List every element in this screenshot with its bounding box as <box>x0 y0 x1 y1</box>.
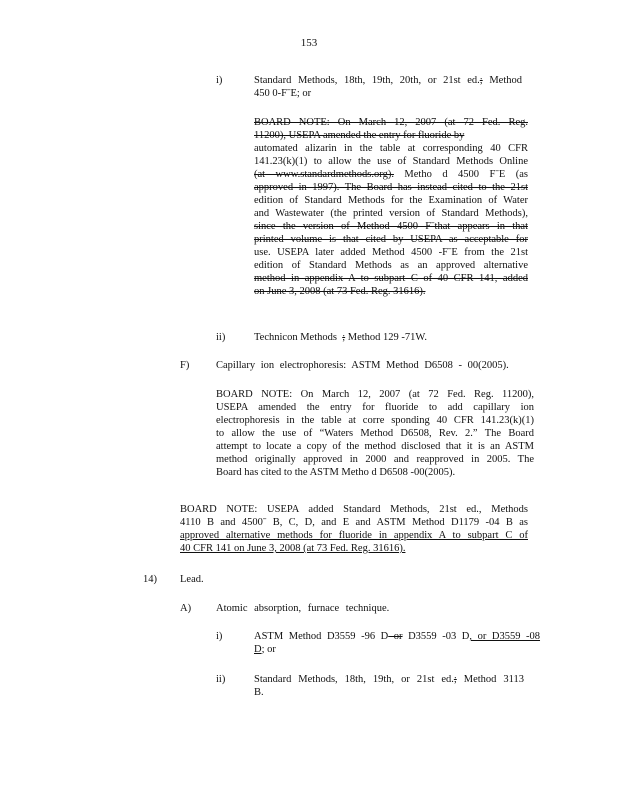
item-label: ii) <box>216 332 226 343</box>
item-text: Capillary ion electrophoresis: ASTM Method D6508 - 00(2005). <box>216 360 509 371</box>
page-number: 153 <box>300 37 318 49</box>
board-note: BOARD NOTE: On March 12, 2007 (at 72 Fed. Reg. 11200), USEPA amended the entry for fluoride to add capillary ion electrophoresis in the table at corre sponding 40 CFR 141.23(k)(1) to allow the use of “Waters Method D6508, Rev. 2.” The Board attempt to locate a copy of the method disclosed that it is an ASTM method originally approved in 2000 and reapproved in 2005. The Board has cited to the ASTM Metho d D6508 -00(2005). <box>216 389 534 478</box>
item-label: A) <box>180 603 192 614</box>
item-text: Standard Methods, 18th, 19th, 20th, or 21st ed.; Method 450 0-FˉE; or <box>254 75 522 99</box>
item-text: Technicon Methods ; Method 129 -71W. <box>254 332 427 343</box>
item-label: F) <box>180 360 190 371</box>
item-label: 14) <box>143 574 157 585</box>
item-text: ASTM Method D3559 -96 D or D3559 -03 D, or D3559 -08 D; or <box>254 631 541 655</box>
board-note: BOARD NOTE: On March 12, 2007 (at 72 Fed. Reg. 11200), USEPA amended the entry for fluoride by automated alizarin in the table at corresponding 40 CFR 141.23(k)(1) to allow the use of Standard Methods Online (at www.standardmethods.org). Metho d 4500 FˉE (as approved in 1997). The Board has instead cited to the 21st edition of Standard Methods for the Examination of Water and Wastewater (the printed version of Standard Methods), since the version of Method 4500 Fˉthat appears in that printed volume is that cited by USEPA as acceptable for use. USEPA later added Method 4500 -FˉE from the 21st edition of Standard Methods as an approved alternative method in appendix A to subpart C of 40 CFR 141, added on June 3, 2008 (at 73 Fed. Reg. 31616). <box>254 117 528 297</box>
item-label: i) <box>216 75 223 86</box>
item-label: i) <box>216 631 223 642</box>
item-text: Lead. <box>180 574 204 585</box>
item-label: ii) <box>216 674 226 685</box>
item-text: Atomic absorption, furnace technique. <box>216 603 390 614</box>
item-text: Standard Methods, 18th, 19th, or 21st ed.; Method 3113 B. <box>254 674 524 698</box>
board-note: BOARD NOTE: USEPA added Standard Methods, 21st ed., Methods 4110 B and 4500ˉ B, C, D, and E and ASTM Method D1179 -04 B as approved alternative methods for fluoride in appendix A to subpart C of 40 CFR 141 on June 3, 2008 (at 73 Fed. Reg. 31616). <box>180 504 528 554</box>
